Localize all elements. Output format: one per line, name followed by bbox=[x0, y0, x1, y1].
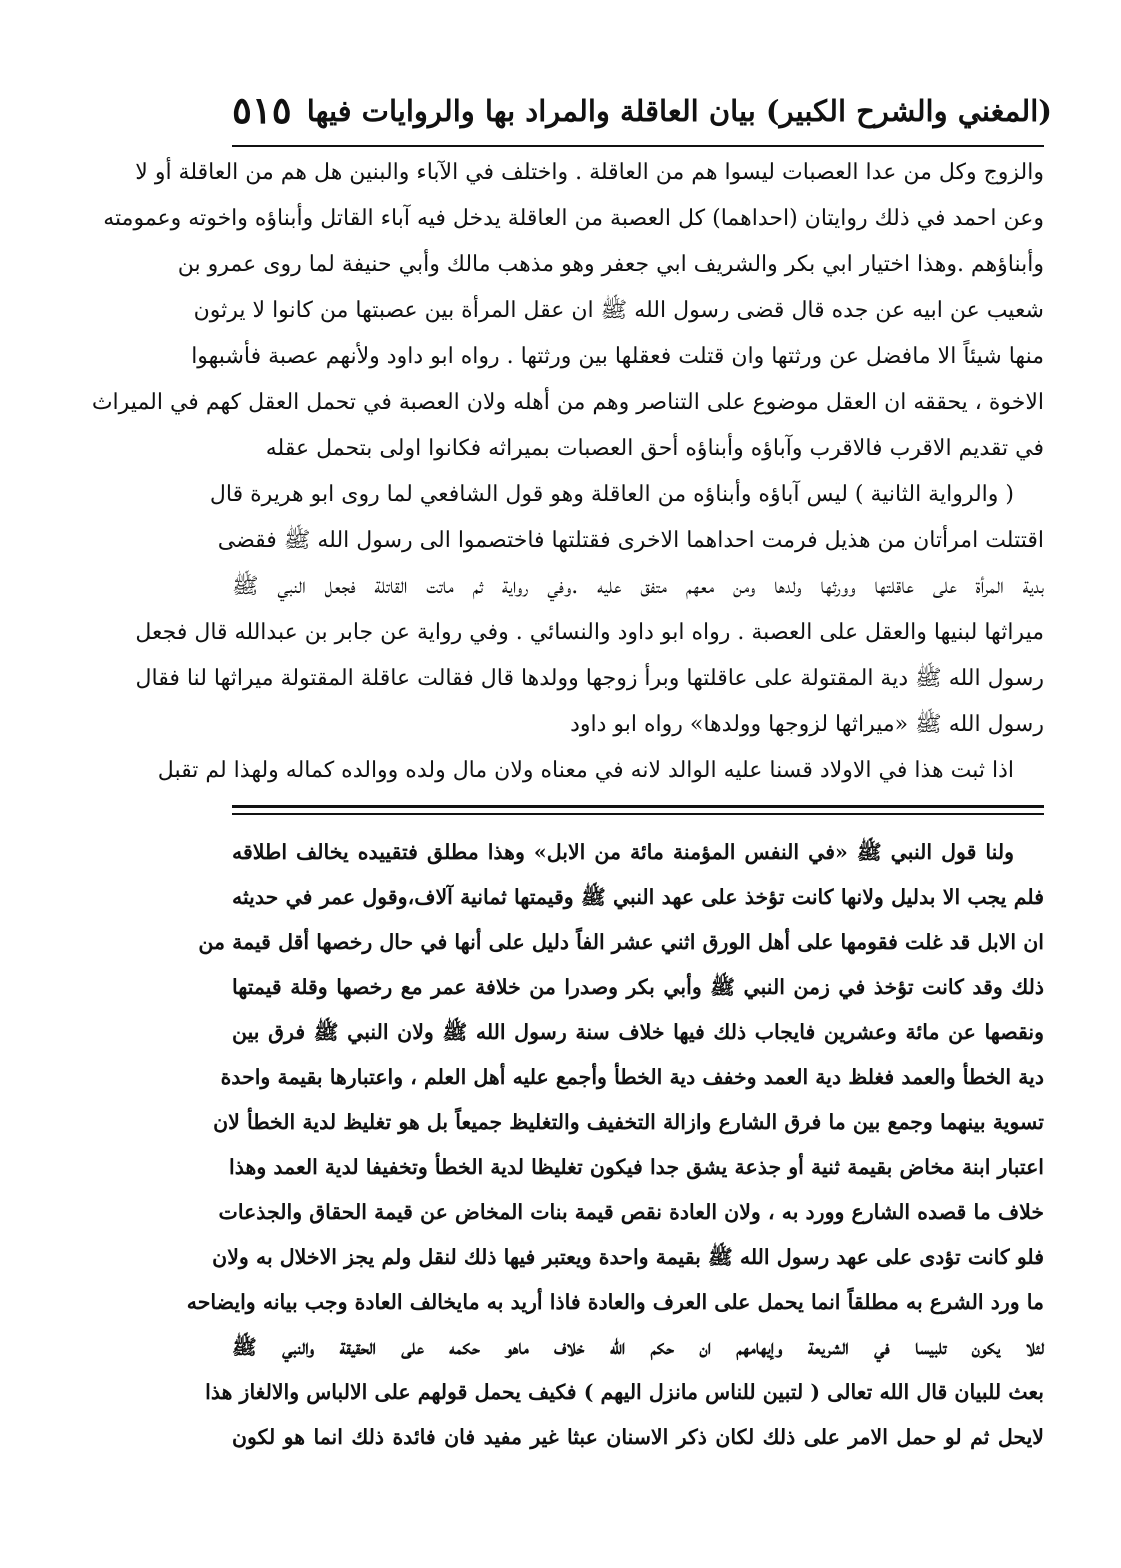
text-line: ( والرواية الثانية ) ليس آباؤه وأبناؤه من العاقلة وهو قول الشافعي لما روى ابو هريرة قال bbox=[209, 482, 1014, 507]
text-line: والزوج وكل من عدا العصبات ليسوا هم من العاقلة . واختلف في الآباء والبنين هل هم من العاقلة أو لا bbox=[135, 160, 1044, 185]
text-line: خلاف ما قصده الشارع وورد به ، ولان العادة نقص قيمة بنات المخاض عن قيمة الحقاق والجذعات bbox=[218, 1200, 1044, 1224]
text-line: بعث للبيان قال الله تعالى ( لتبين للناس مانزل اليهم ) فكيف يحمل قولهم على الالباس والالغاز هذا bbox=[205, 1380, 1044, 1404]
text-line: بدية المرأة على عاقلتها وورثها ولدها ومن معهم متفق عليه .وفي رواية ثم ماتت القاتلة فجعل النبي ﷺ bbox=[232, 574, 1044, 599]
running-title: (المغني والشرح الكبير) بيان العاقلة والمراد بها والروايات فيها bbox=[306, 94, 1052, 128]
section-divider bbox=[232, 805, 1044, 808]
text-line: ميراثها لبنيها والعقل على العصبة . رواه ابو داود والنسائي . وفي رواية عن جابر بن عبدالله قال فجعل bbox=[135, 620, 1044, 645]
text-line: اذا ثبت هذا في الاولاد قسنا عليه الوالد لانه في معناه ولان مال ولده ووالده كماله ولهذا لم تقبل bbox=[157, 758, 1014, 783]
text-line: وأبناؤهم .وهذا اختيار ابي بكر والشريف ابي جعفر وهو مذهب مالك وأبي حنيفة لما روى عمرو بن bbox=[177, 252, 1044, 277]
text-line: رسول الله ﷺ دية المقتولة على عاقلتها وبرأ زوجها وولدها قال فقالت عاقلة المقتولة ميراثها لنا فقال bbox=[135, 666, 1044, 691]
text-line: الاخوة ، يحققه ان العقل موضوع على التناصر وهم من أهله ولان العصبة في تحمل العقل كهم في الميراث bbox=[91, 390, 1044, 415]
text-line: ونقصها عن مائة وعشرين فايجاب ذلك فيها خلاف سنة رسول الله ﷺ ولان النبي ﷺ فرق بين bbox=[232, 1020, 1044, 1044]
text-line: ان الابل قد غلت فقومها على أهل الورق اثني عشر الفاً دليل على أنها في حال رخصها أقل قيمة من bbox=[198, 930, 1044, 954]
text-line: وعن احمد في ذلك روايتان (احداهما) كل العصبة من العاقلة يدخل فيه آباء القاتل وأبناؤه واخوته وعمومته bbox=[103, 206, 1044, 231]
text-line: في تقديم الاقرب فالاقرب وآباؤه وأبناؤه أحق العصبات بميراثه فكانوا اولى بتحمل عقله bbox=[265, 436, 1044, 461]
text-line: فلم يجب الا بدليل ولانها كانت تؤخذ على عهد النبي ﷺ وقيمتها ثمانية آلاف،وقول عمر في حديثه bbox=[232, 885, 1044, 909]
text-line: ولنا قول النبي ﷺ «في النفس المؤمنة مائة من الابل» وهذا مطلق فتقييده يخالف اطلاقه bbox=[232, 840, 1014, 864]
text-line: اقتتلت امرأتان من هذيل فرمت احداهما الاخرى فقتلتها فاختصموا الى رسول الله ﷺ فقضى bbox=[217, 528, 1044, 553]
text-line: شعيب عن ابيه عن جده قال قضى رسول الله ﷺ ان عقل المرأة بين عصبتها من كانوا لا يرثون bbox=[193, 298, 1044, 323]
page-number: ٥١٥ bbox=[232, 88, 292, 132]
text-line: منها شيئاً الا مافضل عن ورثتها وان قتلت فعقلها بين ورثتها . رواه ابو داود ولأنهم عصبة فأشبهوا bbox=[191, 344, 1044, 369]
main-text-block bbox=[91, 150, 1044, 794]
commentary-text-block bbox=[186, 830, 1044, 1460]
text-line: فلو كانت تؤدى على عهد رسول الله ﷺ بقيمة واحدة ويعتبر فيها ذلك لنقل ولم يجز الاخلال به ولان bbox=[212, 1245, 1044, 1269]
text-line: ذلك وقد كانت تؤخذ في زمن النبي ﷺ وأبي بكر وصدرا من خلافة عمر مع رخصها وقلة قيمتها bbox=[232, 975, 1044, 999]
text-line: رسول الله ﷺ «ميراثها لزوجها وولدها» رواه ابو داود bbox=[570, 712, 1044, 737]
section-divider bbox=[232, 813, 1044, 815]
text-line: دية الخطأ والعمد فغلظ دية العمد وخفف دية الخطأ وأجمع عليه أهل العلم ، واعتبارها بقيمة واحدة bbox=[220, 1065, 1044, 1089]
text-line: لايحل ثم لو حمل الامر على ذلك لكان ذكر الاسنان عبثا غير مفيد فان فائدة ذلك انما هو لكون bbox=[232, 1425, 1044, 1449]
text-line: اعتبار ابنة مخاض بقيمة ثنية أو جذعة يشق جدا فيكون تغليظا لدية الخطأ وتخفيفا لدية العمد وهذا bbox=[229, 1155, 1044, 1179]
header-rule bbox=[232, 145, 1044, 147]
text-line: لئلا يكون تلبيسا في الشريعة وإيهامهم ان حكم الله خلاف ماهو حكمه على الحقيقة والنبي ﷺ bbox=[232, 1335, 1044, 1359]
text-line: ما ورد الشرع به مطلقاً انما يحمل على العرف والعادة فاذا أريد به مايخالف العادة وجب بيانه وايضاحه bbox=[186, 1290, 1044, 1314]
page-header bbox=[232, 88, 1052, 140]
text-line: تسوية بينهما وجمع بين ما فرق الشارع وازالة التخفيف والتغليظ جميعاً بل هو تغليظ لدية الخطأ لان bbox=[213, 1110, 1044, 1134]
